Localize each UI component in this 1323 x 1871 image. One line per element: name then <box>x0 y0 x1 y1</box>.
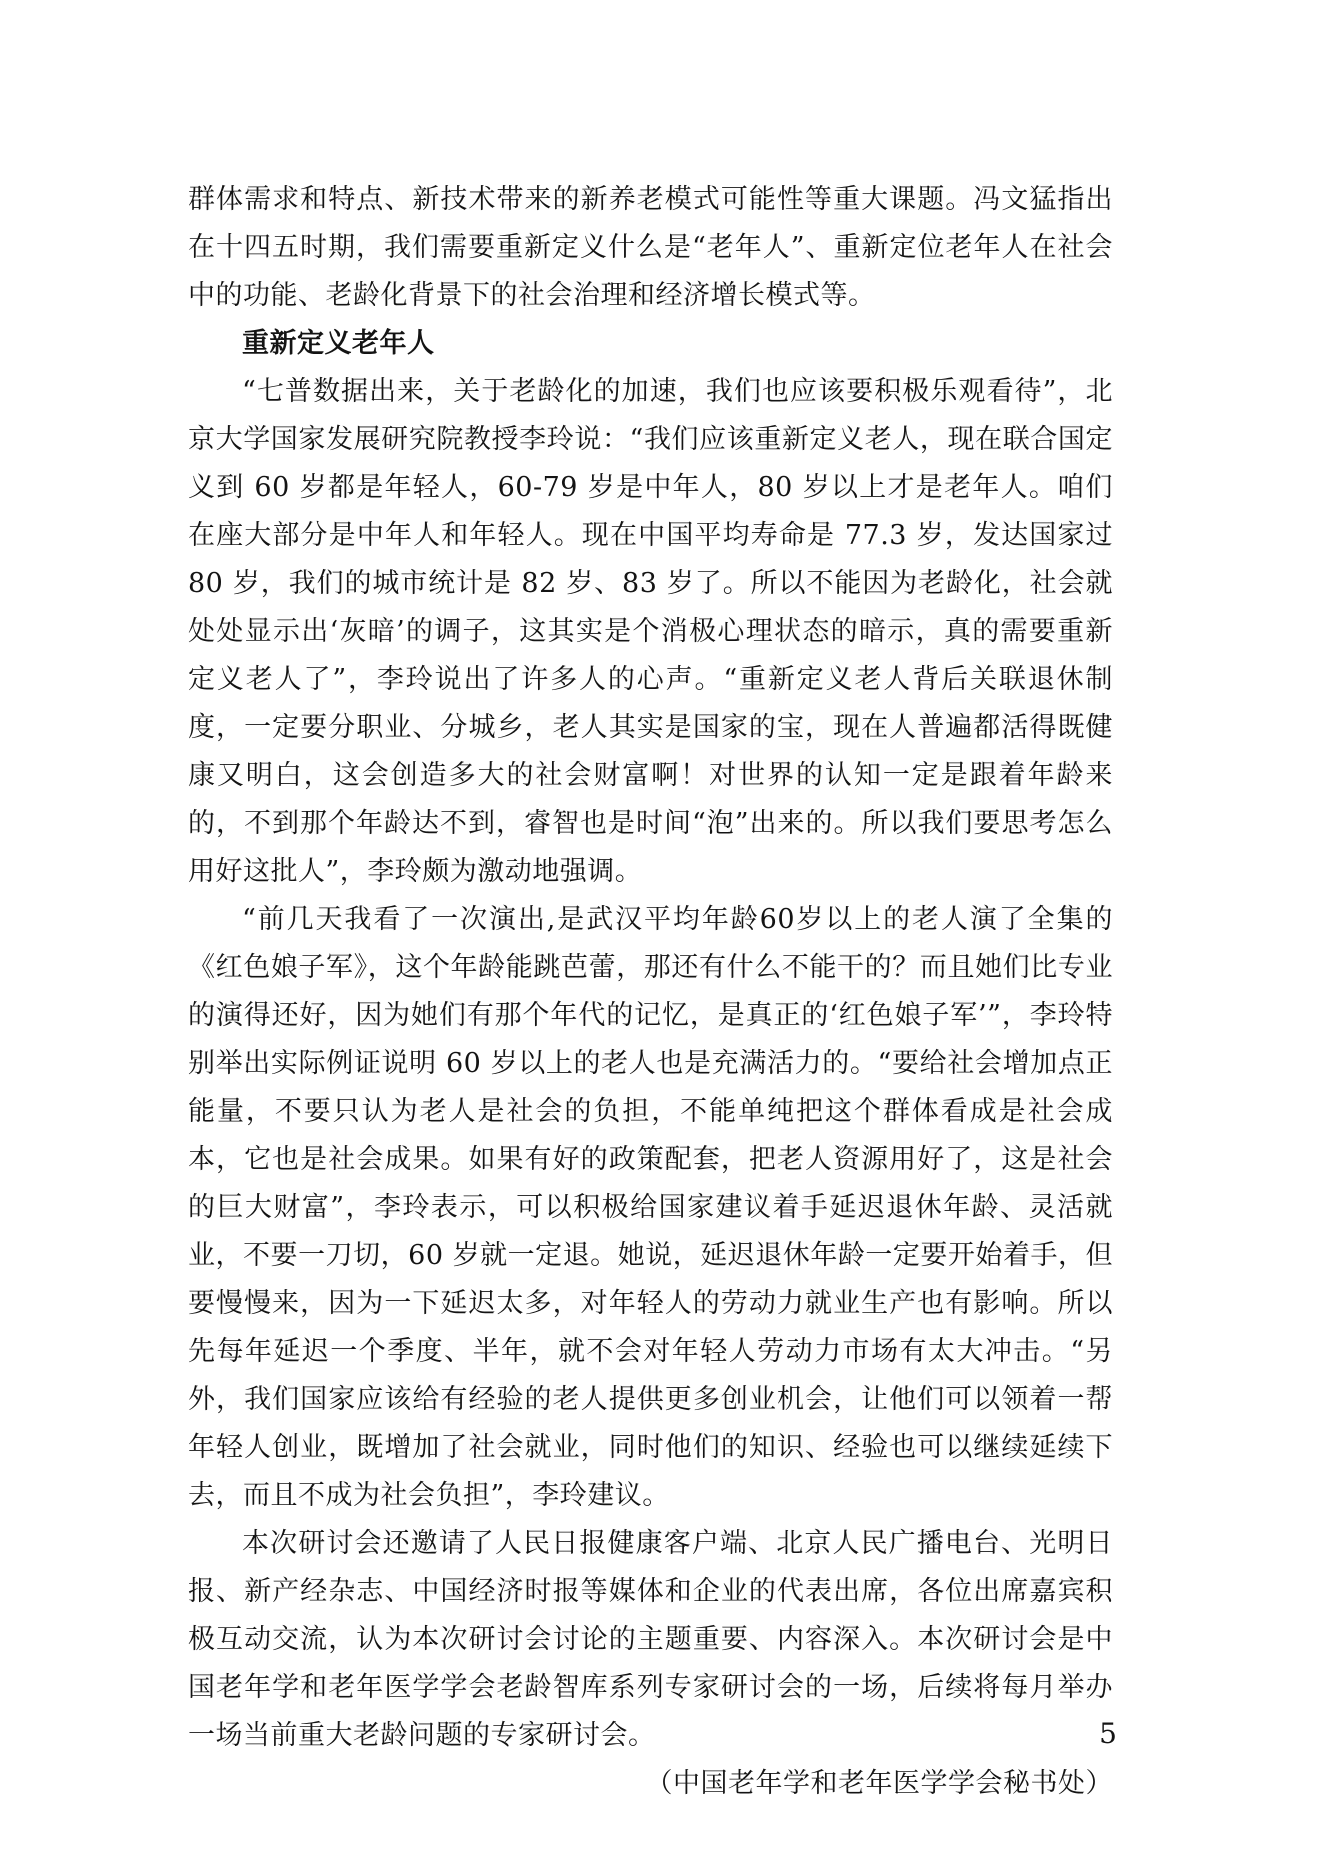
paragraph-quote-li-ling: “七普数据出来，关于老龄化的加速，我们也应该要积极乐观看待”，北京大学国家发展研究院教授李玲说：“我们应该重新定义老人，现在联合国定义到 60 岁都是年轻人，60-79 岁是中年人，80 岁以上才是老年人。咱们在座大部分是中年人和年轻人。现在中国平均寿命是 77.3 岁，发达国家过 80 岁，我们的城市统计是 82 岁、83 岁了。所以不能因为老龄化，社会就处处显示出‘灰暗’的调子，这其实是个消极心理状态的暗示，真的需要重新定义老人了”，李玲说出了许多人的心声。“重新定义老人背后关联退休制度，一定要分职业、分城乡，老人其实是国家的宝，现在人普遍都活得既健康又明白，这会创造多大的社会财富啊！对世界的认知一定是跟着年龄来的，不到那个年龄达不到，睿智也是时间“泡”出来的。所以我们要思考怎么用好这批人”，李玲颇为激动地强调。 <box>188 376 1113 887</box>
signature-line: （中国老年学和老年医学学会秘书处） <box>645 1768 1113 1799</box>
paragraph-performance-example: “前几天我看了一次演出,是武汉平均年龄60岁以上的老人演了全集的《红色娘子军》，这个年龄能跳芭蕾，那还有什么不能干的？而且她们比专业的演得还好，因为她们有那个年代的记忆，是真正的‘红色娘子军’”，李玲特别举出实际例证说明 60 岁以上的老人也是充满活力的。“要给社会增加点正能量，不要只认为老人是社会的负担，不能单纯把这个群体看成是社会成本，它也是社会成果。如果有好的政策配套，把老人资源用好了，这是社会的巨大财富”，李玲表示，可以积极给国家建议着手延迟退休年龄、灵活就业，不要一刀切，60 岁就一定退。她说，延迟退休年龄一定要开始着手，但要慢慢来，因为一下延迟太多，对年轻人的劳动力就业生产也有影响。所以先每年延迟一个季度、半年，就不会对年轻人劳动力市场有太大冲击。“另外，我们国家应该给有经验的老人提供更多创业机会，让他们可以领着一帮年轻人创业，既增加了社会就业，同时他们的知识、经验也可以继续延续下去，而且不成为社会负担”，李玲建议。 <box>188 904 1113 1511</box>
page-number: 5 <box>1099 1717 1117 1750</box>
section-heading: 重新定义老年人 <box>242 328 435 359</box>
lead-paragraph: 群体需求和特点、新技术带来的新养老模式可能性等重大课题。冯文猛指出在十四五时期，我们需要重新定义什么是“老年人”、重新定位老年人在社会中的功能、老龄化背景下的社会治理和经济增长模式等。 <box>188 184 1113 311</box>
paragraph-closing-summary: 本次研讨会还邀请了人民日报健康客户端、北京人民广播电台、光明日报、新产经杂志、中国经济时报等媒体和企业的代表出席，各位出席嘉宾积极互动交流，认为本次研讨会讨论的主题重要、内容深入。本次研讨会是中国老年学和老年医学学会老龄智库系列专家研讨会的一场，后续将每月举办一场当前重大老龄问题的专家研讨会。 <box>188 1528 1113 1751</box>
